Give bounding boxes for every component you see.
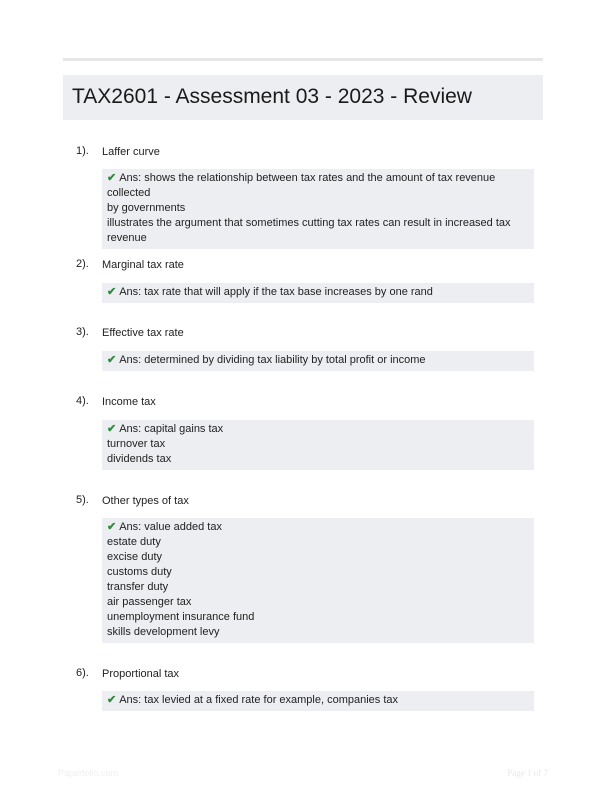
question-text: Marginal tax rate [102, 259, 184, 271]
answer-line: turnover tax [107, 438, 166, 450]
question-number: 5). [76, 494, 89, 506]
answer-line: Ans: tax rate that will apply if the tax base increases by one rand [119, 286, 433, 298]
answer-line: illustrates the argument that sometimes cutting tax rates can result in increased tax [107, 217, 511, 229]
check-icon: ✔ [107, 286, 117, 298]
question-text: Laffer curve [102, 146, 160, 158]
title-bar [63, 75, 543, 120]
answer-line: by governments [107, 202, 186, 214]
footer-watermark: Paperfolio.com [58, 768, 119, 778]
check-icon: ✔ [107, 172, 117, 184]
question-number: 6). [76, 667, 89, 679]
answer-box-5 [102, 518, 534, 643]
page-title: TAX2601 - Assessment 03 - 2023 - Review [72, 85, 472, 108]
answer-line: Ans: capital gains tax [119, 423, 224, 435]
check-icon: ✔ [107, 423, 117, 435]
answer-box-2 [102, 283, 534, 303]
answer-box-6 [102, 691, 534, 711]
question-text: Proportional tax [102, 668, 180, 680]
answer-line: unemployment insurance fund [107, 611, 255, 623]
answer-box-1 [102, 169, 534, 249]
question-number: 2). [76, 258, 89, 270]
check-icon: ✔ [107, 694, 117, 706]
answer-box-4 [102, 420, 534, 470]
question-number: 4). [76, 395, 89, 407]
answer-line: excise duty [107, 551, 163, 563]
answer-line: Ans: value added tax [119, 521, 222, 533]
answer-line: air passenger tax [107, 596, 192, 608]
page-number: Page 1 of 7 [507, 768, 548, 778]
answer-box-3 [102, 351, 534, 371]
answer-line: skills development levy [107, 626, 220, 638]
question-text: Income tax [102, 396, 156, 408]
question-number: 1). [76, 145, 89, 157]
check-icon: ✔ [107, 521, 117, 533]
answer-line: estate duty [107, 536, 161, 548]
check-icon: ✔ [107, 354, 117, 366]
question-number: 3). [76, 326, 89, 338]
answer-line: revenue [107, 232, 147, 244]
answer-line: Ans: determined by dividing tax liability by total profit or income [119, 354, 426, 366]
question-text: Other types of tax [102, 495, 189, 507]
answer-line: transfer duty [107, 581, 169, 593]
answer-line: Ans: tax levied at a fixed rate for example, companies tax [119, 694, 399, 706]
answer-line: Ans: shows the relationship between tax rates and the amount of tax revenue collected [107, 172, 496, 199]
answer-line: customs duty [107, 566, 172, 578]
answer-line: dividends tax [107, 453, 172, 465]
top-divider [63, 58, 543, 61]
question-text: Effective tax rate [102, 327, 184, 339]
